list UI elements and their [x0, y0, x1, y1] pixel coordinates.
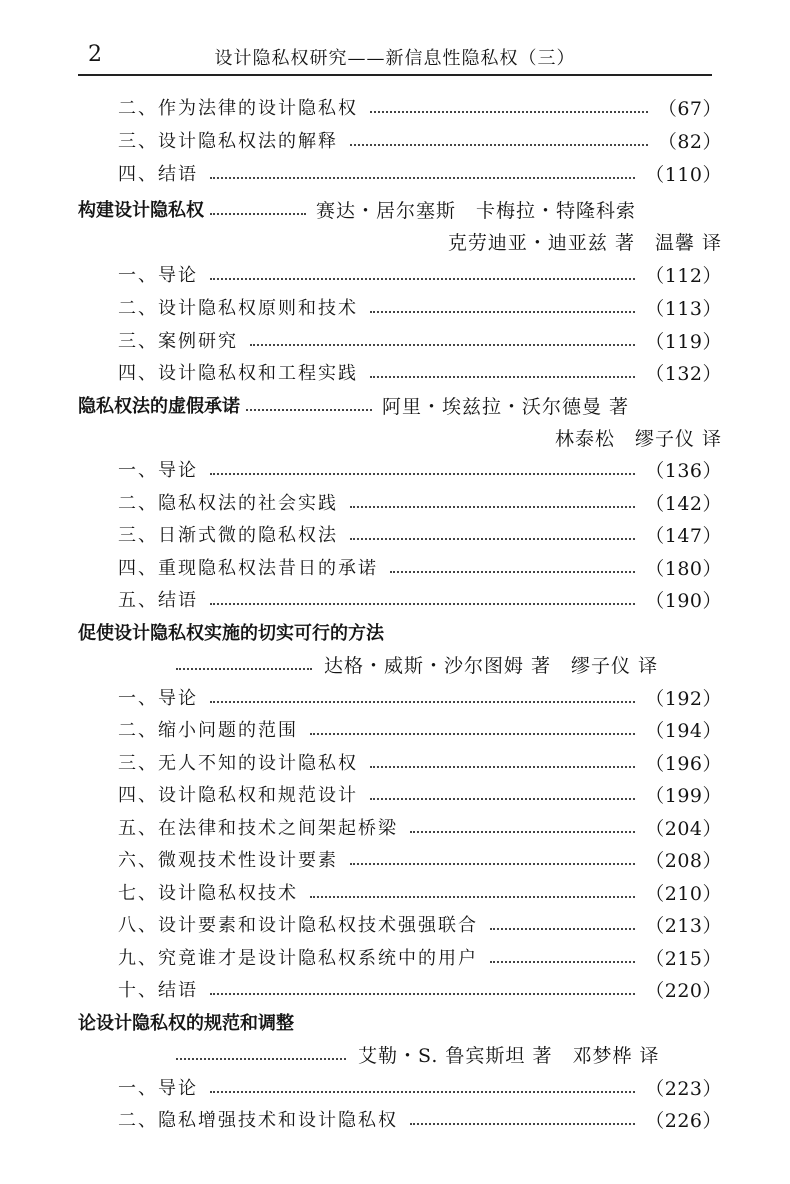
dot-leader: [210, 993, 635, 995]
toc-entry: [118, 846, 722, 876]
dot-leader: [370, 766, 635, 768]
toc-entry-page: （190）: [645, 590, 722, 612]
dot-leader: [390, 571, 635, 573]
toc-entry: [118, 160, 722, 190]
dot-leader: [410, 1123, 635, 1125]
toc-entry-label: 八、设计要素和设计隐私权技术强强联合: [118, 915, 478, 936]
toc-entry-page: （192）: [645, 688, 722, 710]
toc-entry-page: （136）: [645, 460, 722, 482]
toc-entry-page: （194）: [645, 720, 722, 742]
toc-entry: [118, 749, 722, 779]
dot-leader: [176, 668, 312, 670]
dot-leader: [210, 1091, 635, 1093]
page-header: [78, 40, 712, 70]
dot-leader: [410, 831, 635, 833]
toc-entry-label: 二、设计隐私权原则和技术: [118, 298, 358, 319]
toc-entry-label: 十、结语: [118, 980, 198, 1001]
dot-leader: [176, 1058, 346, 1060]
toc-entry-label: 三、无人不知的设计隐私权: [118, 753, 358, 774]
article-title: 论设计隐私权的规范和调整: [78, 1013, 294, 1034]
toc-entry-label: 二、隐私增强技术和设计隐私权: [118, 1110, 398, 1131]
toc-entry-label: 四、设计隐私权和工程实践: [118, 363, 358, 384]
toc-entry-label: 三、设计隐私权法的解释: [118, 131, 338, 152]
toc-entry-label: 五、在法律和技术之间架起桥梁: [118, 818, 398, 839]
toc-entry-page: （210）: [645, 883, 722, 905]
toc-entry: [118, 781, 722, 811]
dot-leader: [210, 603, 635, 605]
dot-leader: [370, 798, 635, 800]
article-credit-row: [176, 651, 722, 681]
toc-entry: [118, 261, 722, 291]
toc-entry: [118, 294, 722, 324]
article-title-row: [78, 392, 722, 422]
toc-entry: [118, 127, 722, 157]
toc-entry-page: （82）: [657, 131, 722, 153]
running-title: 设计隐私权研究——新信息性隐私权（三）: [214, 48, 576, 69]
toc-entry-label: 二、隐私权法的社会实践: [118, 493, 338, 514]
toc-entry-label: 六、微观技术性设计要素: [118, 850, 338, 871]
toc-entry-label: 一、导论: [118, 265, 198, 286]
article-credit: 达格・威斯・沙尔图姆 著 缪子仪 译: [324, 655, 659, 677]
toc-entry-page: （147）: [645, 525, 722, 547]
article-credit-row: [176, 1041, 722, 1071]
toc-entry-page: （67）: [657, 98, 722, 120]
dot-leader: [370, 376, 635, 378]
toc-entry-page: （220）: [645, 980, 722, 1002]
toc-entry-page: （110）: [645, 164, 722, 186]
article-authors-line2: 林泰松 缪子仪 译: [554, 428, 722, 450]
toc-entry-page: （132）: [645, 363, 722, 385]
toc-entry-page: （196）: [645, 753, 722, 775]
toc-entry: [118, 976, 722, 1006]
dot-leader: [350, 863, 635, 865]
toc-entry: [118, 879, 722, 909]
dot-leader: [210, 177, 635, 179]
dot-leader: [350, 144, 648, 146]
toc-entry-page: （199）: [645, 785, 722, 807]
article-authors-line2: 克劳迪亚・迪亚兹 著 温馨 译: [447, 232, 722, 254]
toc-entry: [118, 911, 722, 941]
dot-leader: [370, 111, 648, 113]
toc-entry-page: （223）: [645, 1078, 722, 1100]
header-rule: [78, 74, 712, 76]
toc-entry-label: 一、导论: [118, 1078, 198, 1099]
dot-leader: [210, 213, 306, 215]
article-credit: 艾勒・S. 鲁宾斯坦 著 邓梦桦 译: [358, 1045, 660, 1067]
article-authors: 赛达・居尔塞斯 卡梅拉・特隆科索: [316, 200, 637, 222]
toc-entry-label: 二、作为法律的设计隐私权: [118, 98, 358, 119]
toc-entry-page: （113）: [645, 298, 722, 320]
toc-entry: [118, 94, 722, 124]
toc-entry: [118, 456, 722, 486]
toc-entry-label: 一、导论: [118, 460, 198, 481]
toc-entry-page: （226）: [645, 1110, 722, 1132]
toc-entry-label: 三、日渐式微的隐私权法: [118, 525, 338, 546]
toc-entry-page: （204）: [645, 818, 722, 840]
dot-leader: [310, 896, 635, 898]
toc-entry: [118, 359, 722, 389]
toc-entry-label: 三、案例研究: [118, 331, 238, 352]
toc-entry-page: （213）: [645, 915, 722, 937]
toc-entry: [118, 1074, 722, 1104]
toc-entry-page: （112）: [645, 265, 722, 287]
toc-entry: [118, 489, 722, 519]
toc-entry-page: （208）: [645, 850, 722, 872]
dot-leader: [370, 311, 635, 313]
toc-entry-label: 五、结语: [118, 590, 198, 611]
toc-entry: [118, 814, 722, 844]
dot-leader: [210, 473, 635, 475]
article-title-row: [78, 1009, 722, 1039]
toc-entry-label: 二、缩小问题的范围: [118, 720, 298, 741]
article-authors: 阿里・埃兹拉・沃尔德曼 著: [382, 396, 630, 418]
toc-entry-label: 九、究竟谁才是设计隐私权系统中的用户: [118, 948, 478, 969]
dot-leader: [246, 409, 372, 411]
toc-entry: [118, 1106, 722, 1136]
article-title: 隐私权法的虚假承诺: [78, 396, 240, 417]
toc-entry-label: 四、结语: [118, 164, 198, 185]
dot-leader: [310, 733, 635, 735]
toc-entry: [118, 327, 722, 357]
dot-leader: [350, 538, 635, 540]
toc-entry: [118, 944, 722, 974]
article-title: 促使设计隐私权实施的切实可行的方法: [78, 623, 384, 644]
dot-leader: [250, 344, 635, 346]
toc-entry: [118, 716, 722, 746]
toc-entry-label: 四、设计隐私权和规范设计: [118, 785, 358, 806]
dot-leader: [490, 961, 635, 963]
toc-entry-page: （119）: [645, 331, 722, 353]
dot-leader: [490, 928, 635, 930]
toc-entry-label: 七、设计隐私权技术: [118, 883, 298, 904]
dot-leader: [210, 701, 635, 703]
toc-entry-label: 一、导论: [118, 688, 198, 709]
article-title: 构建设计隐私权: [78, 200, 204, 221]
toc-entry: [118, 554, 722, 584]
toc-entry-page: （215）: [645, 948, 722, 970]
dot-leader: [210, 278, 635, 280]
dot-leader: [350, 506, 635, 508]
toc-entry: [118, 586, 722, 616]
article-title-row: [78, 619, 722, 649]
page-number: 2: [88, 42, 102, 67]
toc-entry-page: （180）: [645, 558, 722, 580]
toc-entry: [118, 684, 722, 714]
toc-entry-page: （142）: [645, 493, 722, 515]
toc-entry: [118, 521, 722, 551]
article-title-row: [78, 196, 722, 226]
toc-entry-label: 四、重现隐私权法昔日的承诺: [118, 558, 378, 579]
